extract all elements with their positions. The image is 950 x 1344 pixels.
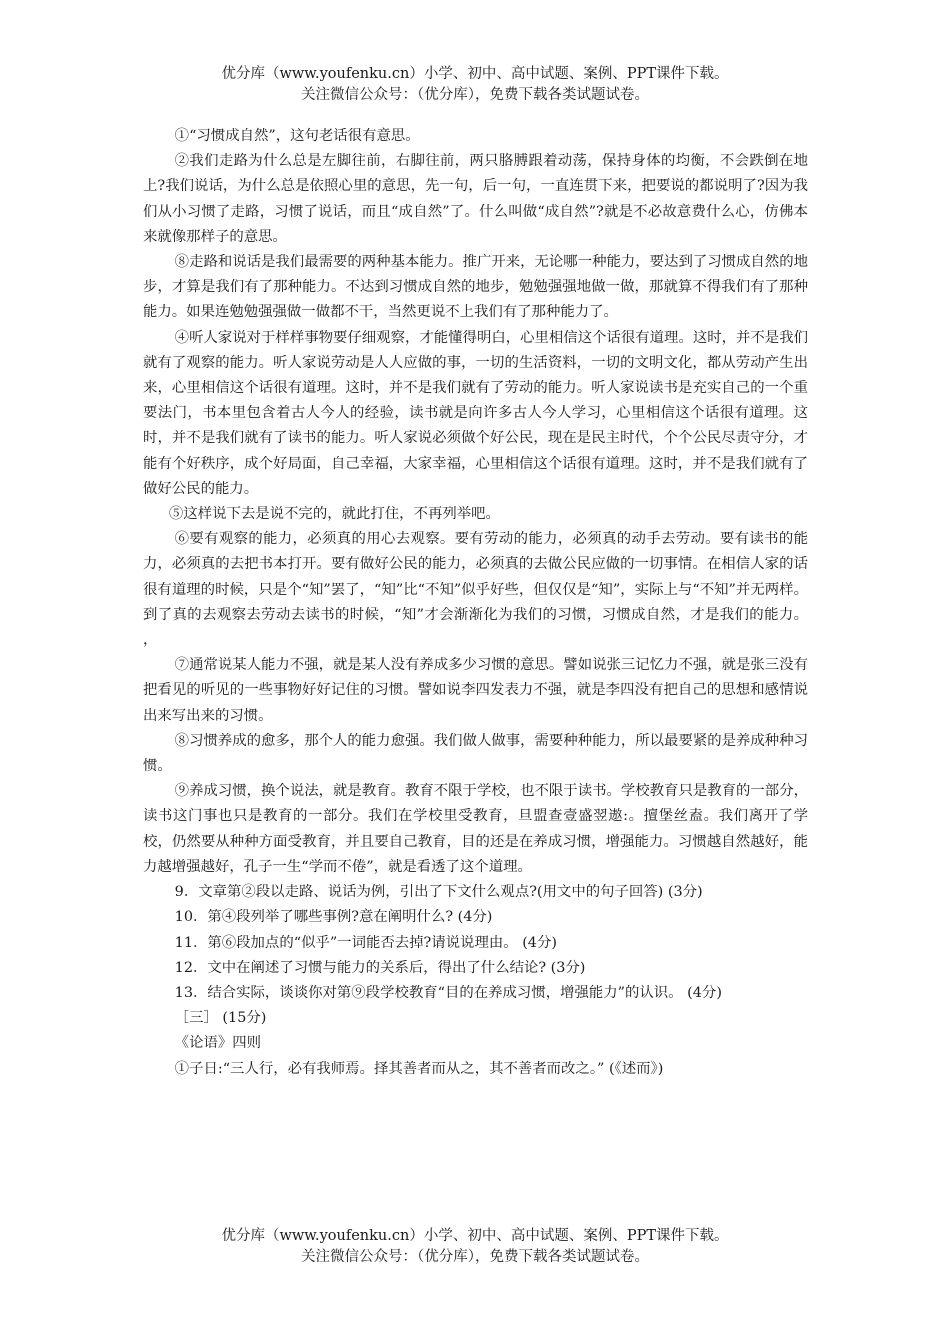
question-10: 10．第④段列举了哪些事例?意在阐明什么? (4分) [174,909,493,926]
paragraph-9: ⑨养成习惯，换个说法，就是教育。教育不限于学校，也不限于读书。学校教育只是教育的一部分，读书这门事也只是教育的一部分。我们在学校里受教育，旦盟查壹盛翌遨:。擅堡丝盍。我们离开了学校，仍然要从种种方面受教育，并且要自己教育，目的还是在养成习惯，增强能力。习惯越自然越好，能力越增强越好，孔子一生“学而不倦”，就是看透了这个道理。 [143,783,808,875]
article-body [143,124,808,1082]
paragraph-6: ⑥要有观察的能力，必须真的用心去观察。要有劳动的能力，必须真的动手去劳动。要有读书的能力，必须真的去把书本打开。要有做好公民的能力，必须真的去做公民应做的一切事情。在相信人家的话很有道理的时候，只是个“知”罢了，“知”比“不知”似乎好些，但仅仅是“知”，实际上与“不知”并无两样。到了真的去观察去劳动去读书的时候，“知”才会渐渐化为我们的习惯，习惯成自然，才是我们的能力。 ， [143,531,808,649]
paragraph-2: ②我们走路为什么总是左脚往前，右脚往前，两只胳膊跟着动荡，保持身体的均衡，不会跌倒在地上?我们说话，为什么总是依照心里的意思，先一句，后一句，一直连贯下来，把要说的都说明了?因为我们从小习惯了走路，习惯了说话，而且“成自然”了。什么叫做“成自然”?就是不必故意费什么心，仿佛本来就像那样子的意思。 [143,153,808,245]
question-9: 9．文章第②段以走路、说话为例，引出了下文什么观点?(用文中的句子回答) (3分) [174,884,703,901]
paragraph-7: ⑦通常说某人能力不强，就是某人没有养成多少习惯的意思。譬如说张三记忆力不强，就是张三没有把看见的听见的一些事物好好记住的习惯。譬如说李四发表力不强，就是李四没有把自己的思想和感情说出来写出来的习惯。 [143,657,808,724]
header-line-2: 关注微信公众号：（优分库），免费下载各类试题试卷。 [301,87,649,103]
section-3-title: 《论语》四则 [174,1035,262,1052]
footer-line-2: 关注微信公众号：（优分库），免费下载各类试题试卷。 [301,1249,649,1265]
page-footer [0,1226,950,1268]
paragraph-5: ⑤这样说下去是说不完的，就此打住，不再列举吧。 [168,506,500,523]
paragraph-8: ⑧习惯养成的愈多，那个人的能力愈强。我们做人做事，需要种种能力，所以最要紧的是养成种种习惯。 [143,732,808,775]
page-header [0,64,950,106]
header-line-1: 优分库（www.youfenku.cn）小学、初中、高中试题、案例、PPT课件下载。 [221,66,729,82]
section-3-item-1: ①子日:“三人行，必有我师焉。择其善者而从之，其不善者而改之。” (《述而》) [174,1060,664,1077]
paragraph-4: ④听人家说对于样样事物要仔细观察，才能懂得明白，心里相信这个话很有道理。这时，并不是我们就有了观察的能力。听人家说劳动是人人应做的事，一切的生活资料，一切的文明文化，都从劳动产生出来，心里相信这个话很有道理。这时，并不是我们就有了劳动的能力。听人家说读书是充实自己的一个重要法门，书本里包含着古人今人的经验，读书就是向许多古人今人学习，心里相信这个话很有道理。这时，并不是我们就有了读书的能力。听人家说必须做个好公民，现在是民主时代，个个公民尽责守分，才能有个好秩序，成个好局面，自己幸福，大家幸福，心里相信这个话很有道理。这时，并不是我们就有了做好公民的能力。 [143,329,808,497]
paragraph-1: ①“习惯成自然”，这句老话很有意思。 [174,128,420,144]
section-3-heading: ［三］ (15分) [174,1010,267,1027]
paragraph-3: ⑧走路和说话是我们最需要的两种基本能力。推广开来，无论哪一种能力，要达到了习惯成自然的地步，才算是我们有了那种能力。不达到习惯成自然的地步，勉勉强强地做一做，那就算不得我们有了那种能力。如果连勉勉强强做一做都不干，当然更说不上我们有了那种能力了。 [143,254,808,321]
footer-line-1: 优分库（www.youfenku.cn）小学、初中、高中试题、案例、PPT课件下载。 [221,1228,729,1244]
question-13: 13．结合实际，谈谈你对第⑨段学校教育“目的在养成习惯，增强能力”的认识。 (4分) [174,984,722,1001]
question-12: 12．文中在阐述了习惯与能力的关系后，得出了什么结论? (3分) [174,959,586,976]
question-11: 11．第⑥段加点的“似乎”一词能否去掉?请说说理由。 (4分) [174,934,557,951]
